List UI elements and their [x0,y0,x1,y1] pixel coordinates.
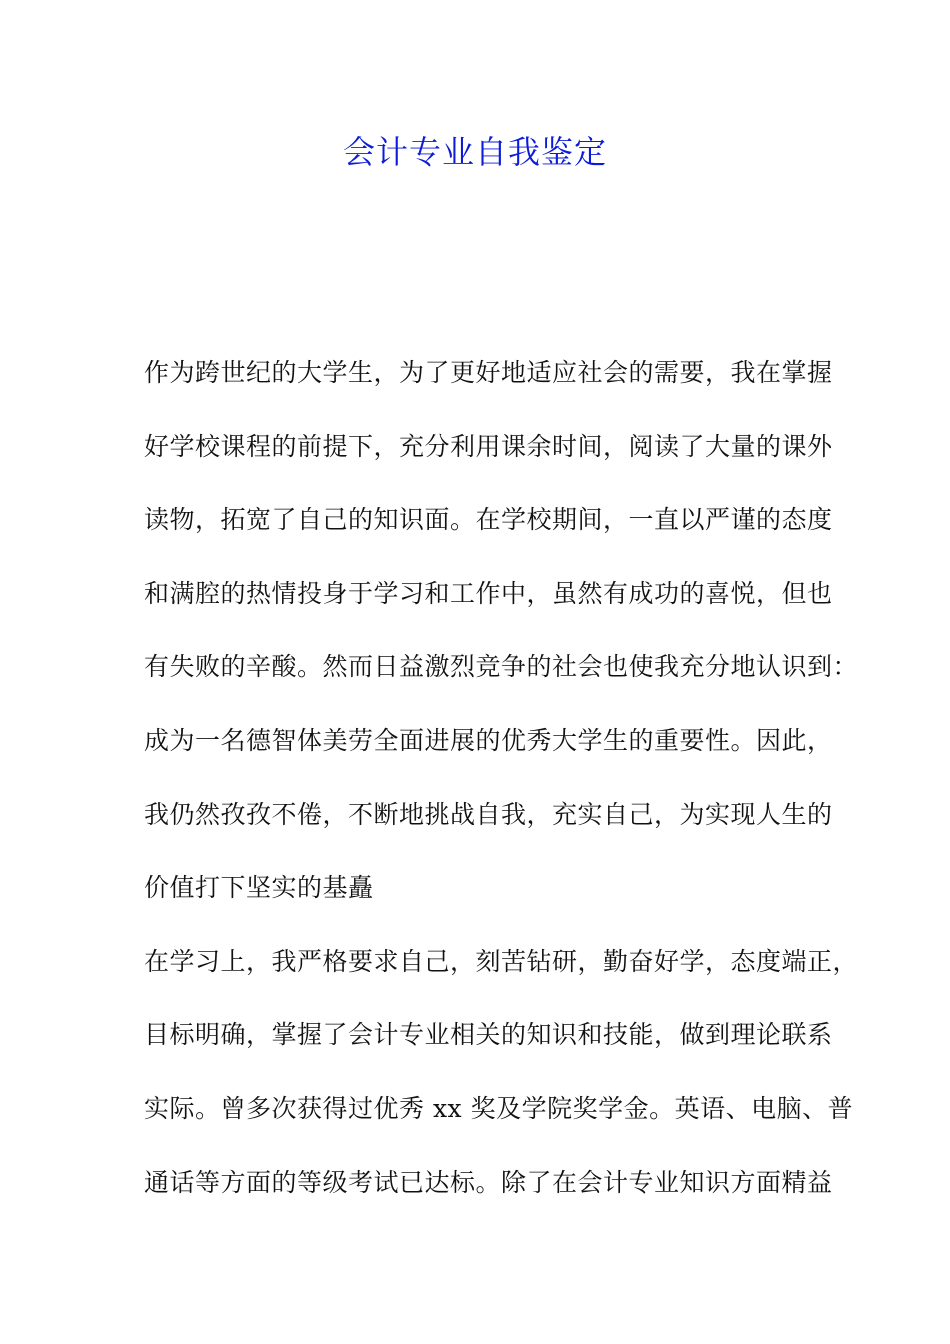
body-line: 通话等方面的等级考试已达标。除了在会计专业知识方面精益 [144,1167,833,1197]
body-line: 和满腔的热情投身于学习和工作中，虽然有成功的喜悦，但也 [144,578,833,608]
body-line: 我仍然孜孜不倦，不断地挑战自我，充实自己，为实现人生的 [144,799,833,829]
body-line: 成为一名德智体美劳全面进展的优秀大学生的重要性。因此， [144,725,833,755]
body-line: 好学校课程的前提下，充分利用课余时间，阅读了大量的课外 [144,431,833,461]
document-body [144,336,859,1219]
body-line: 有失败的辛酸。然而日益激烈竞争的社会也使我充分地认识到： [144,652,859,682]
body-line: 目标明确，掌握了会计专业相关的知识和技能，做到理论联系 [144,1020,833,1050]
body-line: 实际。曾多次获得过优秀 xx 奖及学院奖学金。英语、电脑、普 [144,1093,854,1123]
document-title: 会计专业自我鉴定 [342,133,607,171]
body-line: 在学习上，我严格要求自己，刻苦钻研，勤奋好学，态度端正， [144,946,859,976]
body-line: 作为跨世纪的大学生，为了更好地适应社会的需要，我在掌握 [144,358,833,387]
body-line: 读物，拓宽了自己的知识面。在学校期间，一直以严谨的态度 [144,505,833,535]
body-line: 价值打下坚实的基矗 [144,873,374,903]
